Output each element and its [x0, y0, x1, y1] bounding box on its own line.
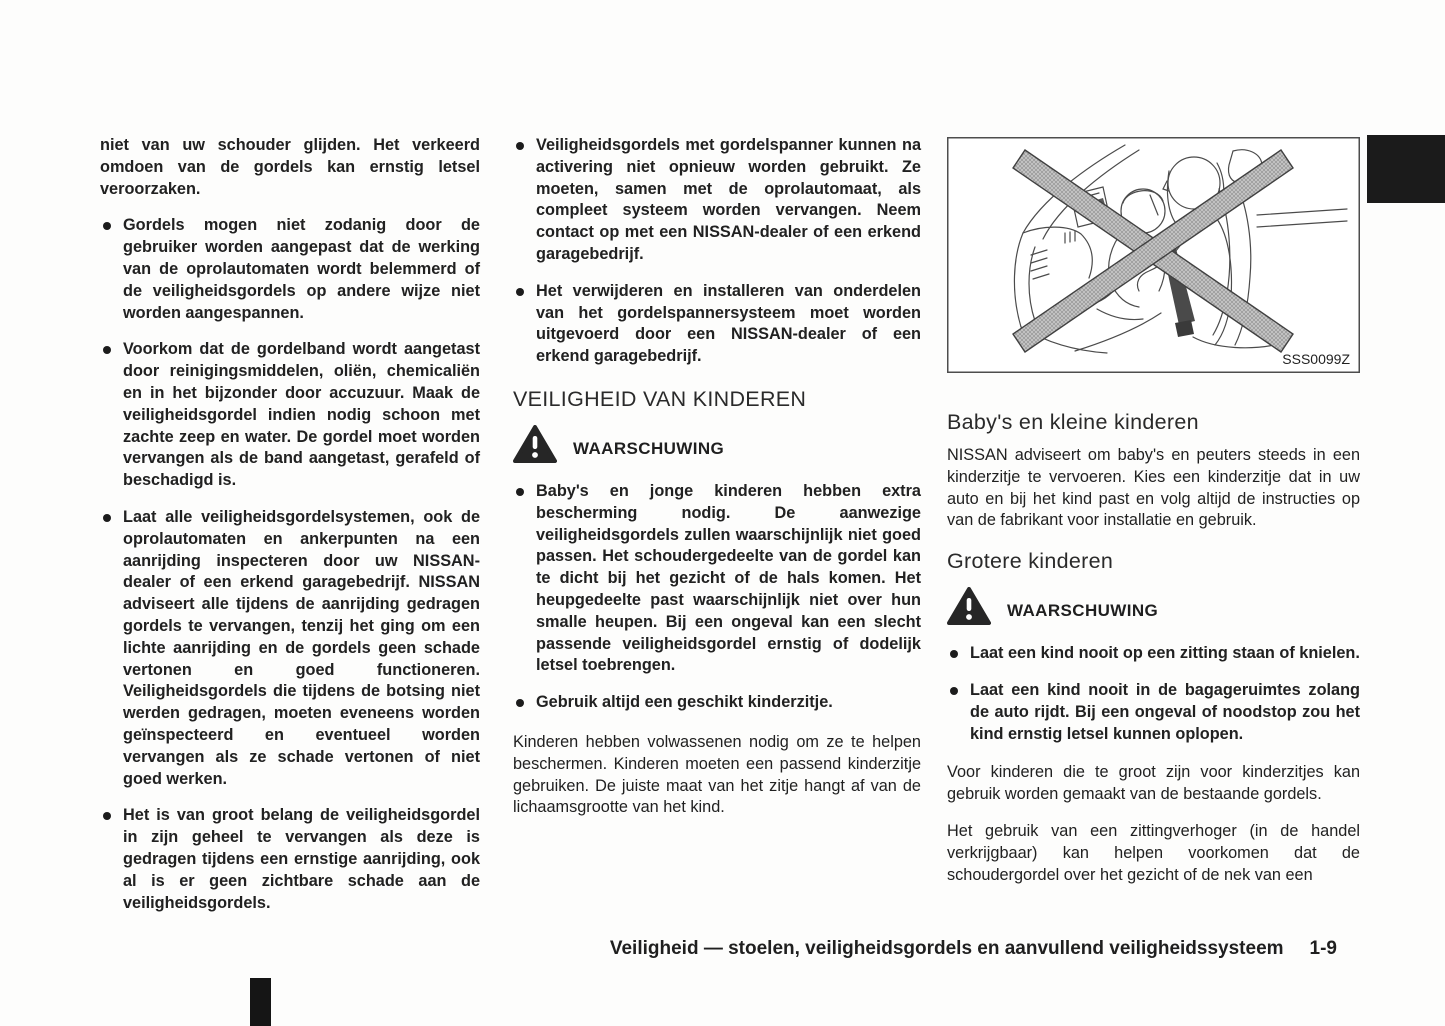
figure-code-label: SSS0099Z: [1282, 351, 1350, 367]
figure-crossed-belt: [947, 137, 1360, 378]
warning-bullet: Veiligheidsgordels met gordelspanner kunnen na activering niet opnieuw worden gebruikt. Ze moeten, samen met de oprolautomaat, als compleet systeem worden vervangen. Neem contact op met een NISSAN-dealer of een erkend garagebedrijf.: [513, 135, 921, 266]
column-left: [100, 135, 480, 929]
chapter-index-tab: [1367, 135, 1445, 203]
warning-header: [513, 425, 921, 464]
warning-bullet: Het verwijderen en installeren van onderdelen van het gordelspannersysteem moet worden uitgevoerd door een NISSAN-dealer of een erkend garagebedrijf.: [513, 281, 921, 368]
section-heading-older-children: Grotere kinderen: [947, 549, 1114, 574]
warning-bullet: Gordels mogen niet zodanig door de gebruiker worden aangepast dat de werking van de oprolautomaten wordt belemmerd of de veiligheidsgordels op andere wijze niet worden aangespannen.: [100, 215, 480, 324]
warning-bullet: Laat alle veiligheidsgordelsystemen, ook de oprolautomaten en ankerpunten na een aanrijding inspecteren door uw NISSAN-dealer of een erkend garagebedrijf. NISSAN adviseert alle tijdens de aanrijding gedragen gordels te vervangen, tenzij het ging om een lichte aanrijding en de gordels geen schade vertonen en goed functioneren. Veiligheidsgordels die tijdens de botsing niet werden gedragen, moeten eveneens worden geïnspecteerd en eventueel worden vervangen als ze schade vertonen of niet goed werken.: [100, 507, 480, 790]
binding-registration-mark: [250, 978, 271, 1026]
body-paragraph: NISSAN adviseert om baby's en peuters steeds in een kinderzitje te vervoeren. Kies een kinderzitje dat in uw auto en bij het kind past en volg altijd de instructies op van de fabrikant voor installatie en gebruik.: [947, 446, 1360, 530]
warning-bullet: Voorkom dat de gordelband wordt aangetast door reinigingsmiddelen, oliën, chemicaliën en in het bijzonder door accuzuur. Maak de veiligheidsgordel indien nodig schoon met zachte zeep en water. De gordel moet worden vervangen als de band aangetast, gerafeld of beschadigd is.: [100, 339, 480, 492]
warning-triangle-icon: [513, 425, 557, 464]
section-heading-child-safety: VEILIGHEID VAN KINDEREN: [513, 386, 807, 411]
warning-bullet: Gebruik altijd een geschikt kinderzitje.: [513, 692, 921, 714]
warning-bullet: Baby's en jonge kinderen hebben extra bescherming nodig. De aanwezige veiligheidsgordels zullen waarschijnlijk niet goed passen. Het schoudergedeelte van de gordel kan te dicht bij het gezicht of de hals komen. Het heupgedeelte past waarschijnlijk niet over hun smalle heupen. Bij een ongeval kan een slecht passende veiligheidsgordel ernstig of dodelijk letsel toebrengen.: [513, 481, 921, 677]
warning-bullet: Het is van groot belang de veiligheidsgordel in zijn geheel te vervangen als deze is gedragen tijdens een ernstige aanrijding, ook al is er geen zichtbare schade aan de veiligheidsgordels.: [100, 805, 480, 914]
warning-label: WAARSCHUWING: [1007, 601, 1159, 621]
section-heading-babies: Baby's en kleine kinderen: [947, 410, 1199, 434]
body-paragraph: Het gebruik van een zittingverhoger (in de handel verkrijgbaar) kan helpen voorkomen dat de schoudergordel over het gezicht of de nek van een: [947, 821, 1360, 884]
page-footer: [610, 938, 1337, 960]
crossed-belt-illustration: [947, 137, 1360, 373]
warning-triangle-icon: [947, 587, 991, 626]
page-number: 1-9: [1309, 938, 1337, 959]
column-right: [947, 135, 1360, 901]
body-paragraph: Kinderen hebben volwassenen nodig om ze te helpen beschermen. Kinderen moeten een passend kinderzitje gebruiken. De juiste maat van het zitje hangt af van de lichaamsgrootte van het kind.: [513, 732, 921, 817]
footer-chapter-title: Veiligheid — stoelen, veiligheidsgordels en aanvullend veiligheidssysteem: [609, 938, 1284, 959]
warning-header: [947, 587, 1360, 626]
body-paragraph: Voor kinderen die te groot zijn voor kinderzitjes kan gebruik worden gemaakt van de bestaande gordels.: [947, 763, 1360, 804]
warning-continuation-paragraph: niet van uw schouder glijden. Het verkeerd omdoen van de gordels kan ernstig letsel veroorzaken.: [100, 136, 480, 198]
warning-bullet: Laat een kind nooit in de bagageruimtes zolang de auto rijdt. Bij een ongeval of noodstop zou het kind ernstig letsel kunnen oplopen.: [947, 680, 1360, 745]
warning-label: WAARSCHUWING: [573, 438, 725, 458]
column-middle: [513, 135, 921, 834]
warning-bullet: Laat een kind nooit op een zitting staan of knielen.: [947, 643, 1360, 665]
